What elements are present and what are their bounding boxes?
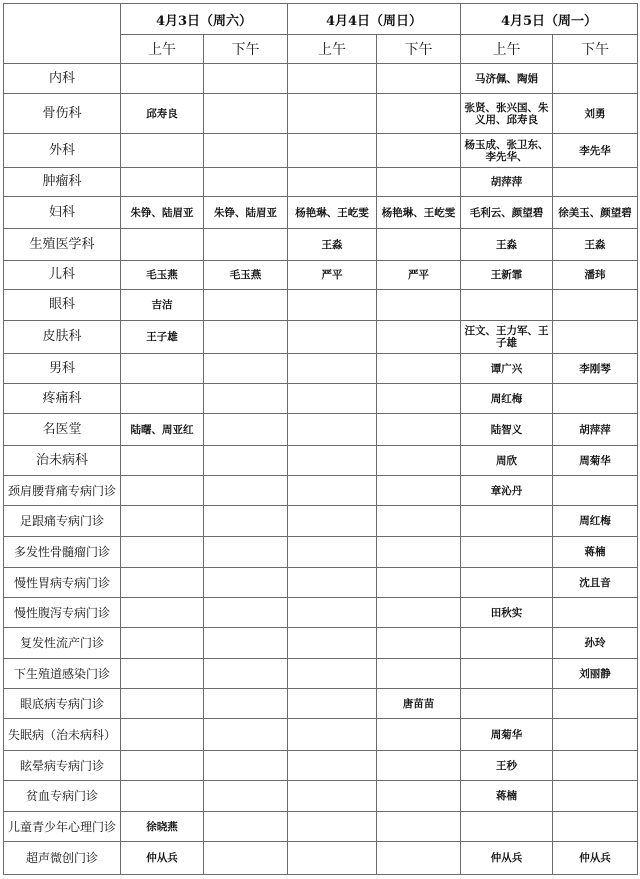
schedule-cell [204, 628, 288, 659]
table-row [4, 689, 638, 719]
table-row [4, 719, 638, 751]
table-row [4, 476, 638, 506]
department-name: 生殖医学科 [4, 229, 121, 261]
schedule-cell [377, 628, 461, 659]
schedule-cell [204, 94, 288, 134]
schedule-cell: 王秒 [461, 751, 553, 781]
schedule-cell [204, 134, 288, 168]
department-name: 外科 [4, 134, 121, 168]
schedule-cell [377, 568, 461, 598]
schedule-cell [553, 812, 638, 842]
schedule-cell: 毛利云、颜望碧 [461, 197, 553, 229]
schedule-cell [288, 506, 377, 537]
schedule-cell [121, 476, 204, 506]
day-header-0: 4月3日（周六） [121, 4, 288, 35]
schedule-cell [204, 506, 288, 537]
schedule-cell [288, 719, 377, 751]
schedule-cell [288, 659, 377, 689]
schedule-cell [377, 168, 461, 197]
department-name: 多发性骨髓瘤门诊 [4, 537, 121, 568]
schedule-cell [553, 321, 638, 354]
pm-header: 下午 [553, 35, 638, 64]
date-header-row [4, 4, 638, 35]
table-row [4, 506, 638, 537]
schedule-cell: 吉洁 [121, 290, 204, 321]
schedule-cell [377, 537, 461, 568]
schedule-cell: 孙玲 [553, 628, 638, 659]
schedule-cell [377, 64, 461, 94]
schedule-cell [377, 384, 461, 414]
schedule-cell [121, 628, 204, 659]
schedule-cell [461, 689, 553, 719]
schedule-cell [204, 354, 288, 384]
schedule-cell [204, 476, 288, 506]
department-name: 眼底病专病门诊 [4, 689, 121, 719]
schedule-cell [204, 168, 288, 197]
schedule-cell: 刘丽静 [553, 659, 638, 689]
table-row [4, 537, 638, 568]
schedule-cell [288, 321, 377, 354]
schedule-cell [288, 476, 377, 506]
schedule-cell [288, 446, 377, 476]
department-name: 儿科 [4, 261, 121, 290]
schedule-cell [121, 506, 204, 537]
schedule-cell [461, 659, 553, 689]
schedule-cell: 杨玉成、张卫东、李先华、 [461, 134, 553, 168]
schedule-cell: 田秋实 [461, 598, 553, 628]
schedule-cell [553, 598, 638, 628]
table-row [4, 229, 638, 261]
table-row [4, 168, 638, 197]
schedule-cell [121, 384, 204, 414]
schedule-cell: 周菊华 [553, 446, 638, 476]
schedule-cell [204, 598, 288, 628]
schedule-cell [288, 290, 377, 321]
schedule-cell [377, 321, 461, 354]
am-header: 上午 [288, 35, 377, 64]
schedule-cell [288, 568, 377, 598]
schedule-cell [204, 751, 288, 781]
schedule-cell [121, 64, 204, 94]
schedule-cell: 唐苗苗 [377, 689, 461, 719]
table-row [4, 354, 638, 384]
schedule-cell [377, 290, 461, 321]
schedule-cell [204, 446, 288, 476]
schedule-cell: 刘勇 [553, 94, 638, 134]
schedule-cell [204, 689, 288, 719]
department-name: 内科 [4, 64, 121, 94]
schedule-cell [553, 64, 638, 94]
schedule-cell [553, 168, 638, 197]
table-row [4, 568, 638, 598]
schedule-cell: 杨艳琳、王屹雯 [288, 197, 377, 229]
table-row [4, 781, 638, 812]
schedule-cell: 张贤、张兴国、朱义用、邱寿良 [461, 94, 553, 134]
department-name: 妇科 [4, 197, 121, 229]
schedule-cell: 潘玮 [553, 261, 638, 290]
schedule-cell [204, 781, 288, 812]
schedule-cell [461, 812, 553, 842]
table-row [4, 812, 638, 842]
table-row [4, 842, 638, 875]
schedule-cell [377, 94, 461, 134]
schedule-cell: 沈且音 [553, 568, 638, 598]
schedule-cell [288, 64, 377, 94]
schedule-cell: 周红梅 [461, 384, 553, 414]
schedule-cell [288, 781, 377, 812]
schedule-cell [204, 659, 288, 689]
schedule-cell [204, 290, 288, 321]
schedule-cell: 蒋楠 [461, 781, 553, 812]
schedule-cell [377, 229, 461, 261]
table-row [4, 94, 638, 134]
schedule-cell [288, 751, 377, 781]
schedule-cell [553, 781, 638, 812]
table-row [4, 628, 638, 659]
schedule-cell: 陆曙、周亚红 [121, 414, 204, 446]
table-row [4, 659, 638, 689]
schedule-cell [288, 354, 377, 384]
schedule-cell [288, 94, 377, 134]
schedule-cell [204, 414, 288, 446]
department-name: 儿童青少年心理门诊 [4, 812, 121, 842]
department-name: 慢性胃病专病门诊 [4, 568, 121, 598]
department-name: 疼痛科 [4, 384, 121, 414]
schedule-cell: 谭广兴 [461, 354, 553, 384]
schedule-cell [377, 414, 461, 446]
schedule-cell: 徐晓燕 [121, 812, 204, 842]
schedule-cell [204, 812, 288, 842]
department-name: 贫血专病门诊 [4, 781, 121, 812]
schedule-cell [377, 659, 461, 689]
schedule-cell [377, 751, 461, 781]
schedule-cell: 王淼 [553, 229, 638, 261]
schedule-cell [121, 354, 204, 384]
schedule-cell: 蒋楠 [553, 537, 638, 568]
schedule-cell [121, 751, 204, 781]
corner-cell [4, 4, 121, 64]
department-name: 足跟痛专病门诊 [4, 506, 121, 537]
department-name: 肿瘤科 [4, 168, 121, 197]
schedule-cell [121, 719, 204, 751]
schedule-cell [288, 842, 377, 875]
schedule-cell: 周菊华 [461, 719, 553, 751]
schedule-cell [377, 354, 461, 384]
table-row [4, 197, 638, 229]
schedule-cell: 周欣 [461, 446, 553, 476]
schedule-cell [553, 719, 638, 751]
schedule-cell [288, 812, 377, 842]
schedule-cell [461, 506, 553, 537]
schedule-cell: 胡萍萍 [461, 168, 553, 197]
am-header: 上午 [461, 35, 553, 64]
schedule-cell [121, 168, 204, 197]
schedule-cell [121, 229, 204, 261]
schedule-cell [121, 598, 204, 628]
schedule-cell [461, 290, 553, 321]
department-name: 下生殖道感染门诊 [4, 659, 121, 689]
schedule-cell [288, 598, 377, 628]
schedule-cell: 朱铮、陆眉亚 [121, 197, 204, 229]
table-row [4, 261, 638, 290]
schedule-cell: 汪文、王力军、王子雄 [461, 321, 553, 354]
schedule-cell [204, 321, 288, 354]
schedule-cell [553, 476, 638, 506]
schedule-cell [461, 537, 553, 568]
schedule-cell [377, 506, 461, 537]
schedule-cell [377, 446, 461, 476]
department-name: 骨伤科 [4, 94, 121, 134]
pm-header: 下午 [377, 35, 461, 64]
schedule-cell: 周红梅 [553, 506, 638, 537]
schedule-table [3, 3, 638, 875]
schedule-cell: 仲从兵 [121, 842, 204, 875]
table-row [4, 134, 638, 168]
schedule-cell [288, 134, 377, 168]
schedule-cell [553, 290, 638, 321]
schedule-cell [377, 842, 461, 875]
am-header: 上午 [121, 35, 204, 64]
table-row [4, 64, 638, 94]
schedule-cell: 严平 [288, 261, 377, 290]
schedule-cell [288, 414, 377, 446]
schedule-cell [461, 628, 553, 659]
department-name: 治未病科 [4, 446, 121, 476]
table-row [4, 598, 638, 628]
schedule-cell: 胡萍萍 [553, 414, 638, 446]
pm-header: 下午 [204, 35, 288, 64]
day-header-1: 4月4日（周日） [288, 4, 461, 35]
schedule-cell [204, 842, 288, 875]
schedule-cell [288, 689, 377, 719]
table-row [4, 290, 638, 321]
schedule-cell [377, 598, 461, 628]
table-row [4, 321, 638, 354]
schedule-cell [204, 568, 288, 598]
schedule-cell: 邱寿良 [121, 94, 204, 134]
day-header-2: 4月5日（周一） [461, 4, 638, 35]
department-name: 眼科 [4, 290, 121, 321]
schedule-cell: 王淼 [461, 229, 553, 261]
schedule-cell [204, 229, 288, 261]
department-name: 名医堂 [4, 414, 121, 446]
schedule-cell: 李刚琴 [553, 354, 638, 384]
schedule-cell: 杨艳琳、王屹雯 [377, 197, 461, 229]
schedule-cell: 王淼 [288, 229, 377, 261]
schedule-cell [288, 168, 377, 197]
schedule-cell: 马济佩、陶娟 [461, 64, 553, 94]
schedule-cell: 仲从兵 [461, 842, 553, 875]
schedule-cell [121, 659, 204, 689]
schedule-cell: 李先华 [553, 134, 638, 168]
schedule-cell: 毛玉燕 [121, 261, 204, 290]
department-name: 皮肤科 [4, 321, 121, 354]
schedule-cell [377, 812, 461, 842]
department-name: 男科 [4, 354, 121, 384]
schedule-cell [377, 476, 461, 506]
schedule-cell [121, 781, 204, 812]
department-name: 失眠病（治未病科） [4, 719, 121, 751]
schedule-cell [204, 64, 288, 94]
schedule-cell: 王新霏 [461, 261, 553, 290]
schedule-cell: 王子雄 [121, 321, 204, 354]
department-name: 眩晕病专病门诊 [4, 751, 121, 781]
schedule-cell [553, 689, 638, 719]
table-row [4, 384, 638, 414]
table-row [4, 751, 638, 781]
schedule-cell [377, 719, 461, 751]
schedule-cell: 陆智义 [461, 414, 553, 446]
schedule-cell: 严平 [377, 261, 461, 290]
schedule-cell [121, 537, 204, 568]
schedule-cell [288, 537, 377, 568]
schedule-cell [461, 568, 553, 598]
schedule-cell [204, 719, 288, 751]
schedule-cell: 仲从兵 [553, 842, 638, 875]
schedule-cell: 朱铮、陆眉亚 [204, 197, 288, 229]
department-name: 复发性流产门诊 [4, 628, 121, 659]
department-name: 颈肩腰背痛专病门诊 [4, 476, 121, 506]
schedule-cell [121, 134, 204, 168]
schedule-cell [121, 446, 204, 476]
department-name: 超声微创门诊 [4, 842, 121, 875]
table-row [4, 414, 638, 446]
table-row [4, 446, 638, 476]
schedule-cell: 徐美玉、颜望碧 [553, 197, 638, 229]
schedule-cell [553, 384, 638, 414]
schedule-cell: 章沁丹 [461, 476, 553, 506]
schedule-cell [204, 537, 288, 568]
schedule-cell [377, 781, 461, 812]
schedule-cell [553, 751, 638, 781]
schedule-cell [204, 384, 288, 414]
schedule-cell [377, 134, 461, 168]
schedule-cell [121, 689, 204, 719]
schedule-cell: 毛玉燕 [204, 261, 288, 290]
schedule-cell [288, 628, 377, 659]
schedule-cell [121, 568, 204, 598]
schedule-cell [288, 384, 377, 414]
department-name: 慢性腹泻专病门诊 [4, 598, 121, 628]
